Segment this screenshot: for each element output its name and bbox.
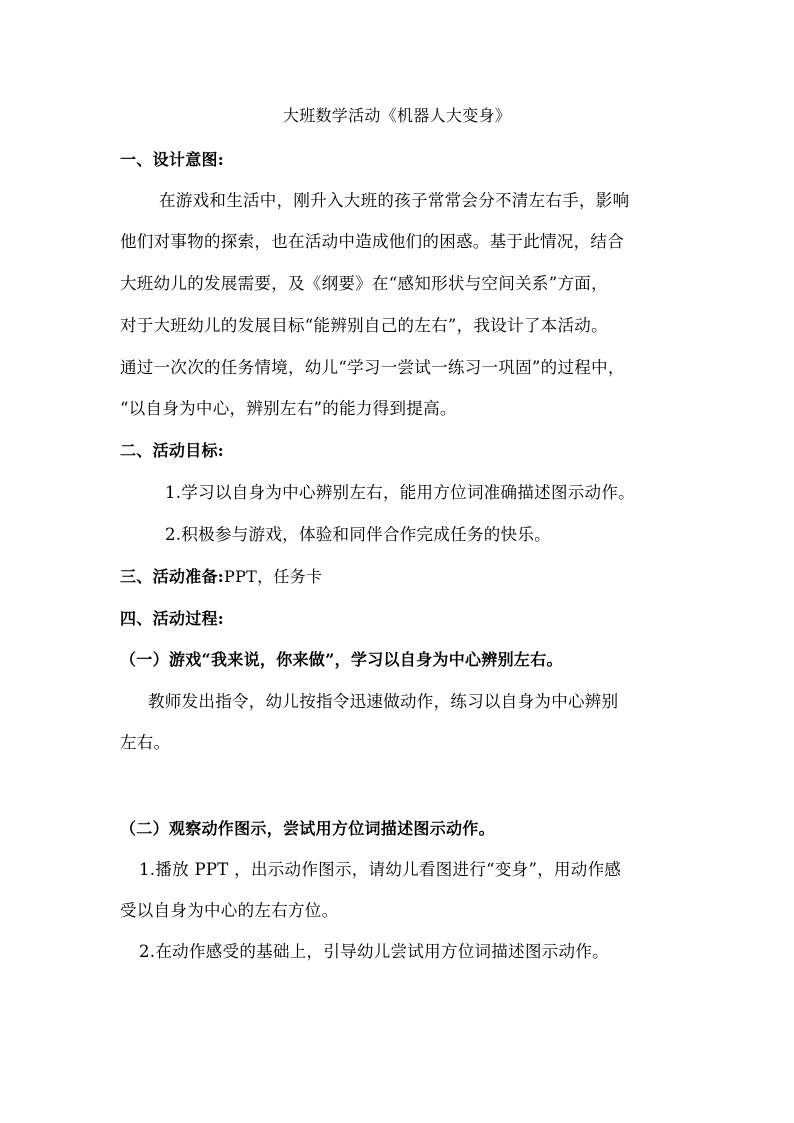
section-heading-preparation: 三、活动准备: (120, 567, 225, 586)
objective-item: 2.积极参与游戏，体验和同伴合作完成任务的快乐。 (165, 525, 551, 544)
paragraph-line: 教师发出指令，幼儿按指令迅速做动作，练习以自身为中心辨别 (148, 692, 619, 711)
paragraph-line: 1.播放 PPT ，出示动作图示，请幼儿看图进行“变身”，用动作感 (139, 860, 622, 879)
preparation-content: PPT，任务卡 (224, 567, 323, 586)
paragraph-line: 在游戏和生活中，刚升入大班的孩子常常会分不清左右手，影响 (159, 191, 630, 210)
subsection-heading-part1: （一）游戏“我来说，你来做”，学习以自身为中心辨别左右。 (120, 650, 563, 669)
document-title: 大班数学活动《机器人大变身》 (282, 106, 512, 125)
section-heading-process: 四、活动过程: (120, 609, 225, 628)
section-heading-design-intent: 一、设计意图: (120, 150, 225, 169)
paragraph-line: 他们对事物的探索，也在活动中造成他们的困惑。基于此情况，结合 (120, 232, 624, 251)
subsection-heading-part2: （二）观察动作图示，尝试用方位词描述图示动作。 (120, 819, 495, 838)
paragraph-line: 左右。 (120, 733, 171, 752)
paragraph-line: “以自身为中心，辨别左右”的能力得到提高。 (120, 399, 457, 418)
paragraph-line: 受以自身为中心的左右方位。 (120, 901, 339, 920)
preparation-line (120, 567, 322, 587)
paragraph-line: 通过一次次的任务情境，幼儿“学习一尝试一练习一巩固”的过程中， (120, 358, 625, 377)
objective-item: 1.学习以自身为中心辨别左右，能用方位词准确描述图示动作。 (165, 483, 635, 502)
paragraph-line: 对于大班幼儿的发展目标“能辨别自己的左右”，我设计了本活动。 (120, 316, 608, 335)
paragraph-line: 大班幼儿的发展需要，及《纲要》在“感知形状与空间关系”方面， (120, 274, 608, 293)
paragraph-line: 2.在动作感受的基础上，引导幼儿尝试用方位词描述图示动作。 (139, 942, 609, 961)
section-heading-objectives: 二、活动目标: (120, 441, 225, 460)
